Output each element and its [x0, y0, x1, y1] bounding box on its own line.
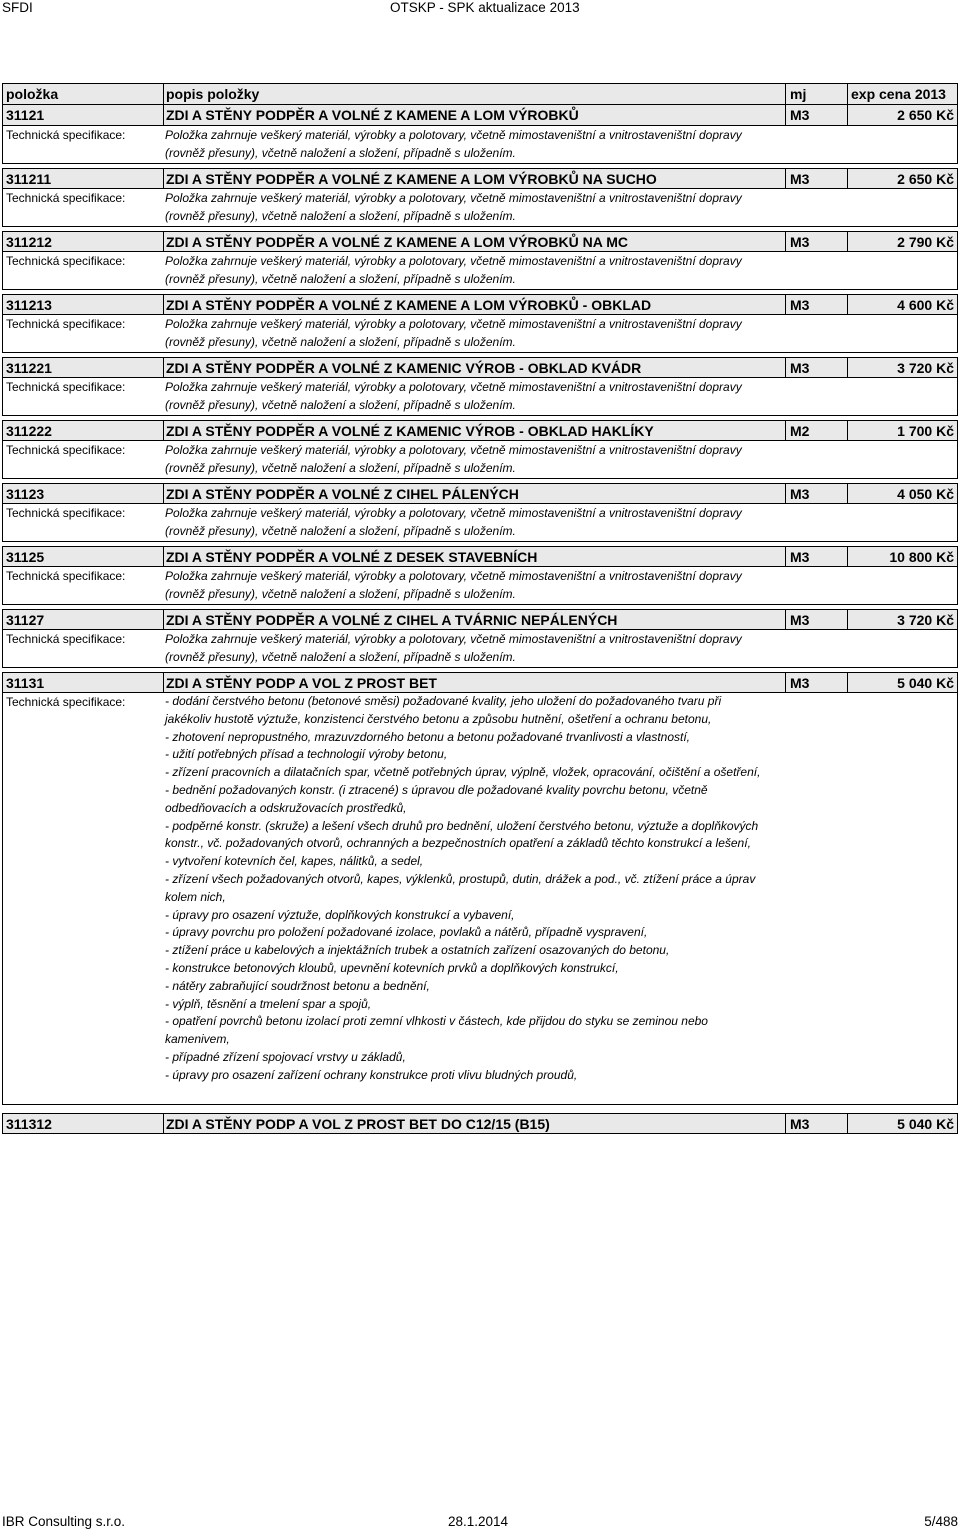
item-code: 31125	[6, 548, 45, 565]
spec-line: (rovněž přesuny), včetně naložení a složení, případně s uložením.	[165, 461, 516, 475]
spec-line: - výplň, těsnění a tmelení spar a spojů,	[165, 996, 372, 1011]
spec-line: jakékoliv hustotě výztuže, konzistenci čerstvého betonu a způsobu hutnění, ošetření a ochranu betonu,	[165, 711, 712, 726]
item-row	[2, 168, 958, 189]
item-price: 2 650 Kč	[847, 169, 957, 188]
item-price: 2 790 Kč	[847, 232, 957, 251]
item-row	[2, 294, 958, 315]
spec-line: (rovněž přesuny), včetně naložení a složení, případně s uložením.	[165, 209, 516, 223]
column-header-desc: popis položky	[163, 84, 785, 104]
header-left-label: SFDI	[2, 0, 33, 15]
item-unit: M3	[785, 547, 847, 566]
item-unit: M2	[785, 421, 847, 440]
spec-line: - podpěrné konstr. (skruže) a lešení všech druhů pro bednění, uložení čerstvého betonu, výztuže a doplňkových	[165, 818, 759, 833]
spec-label: Technická specifikace:	[6, 632, 126, 646]
item-unit: M3	[785, 358, 847, 377]
spec-line: - úpravy pro osazení výztuže, doplňkových konstrukcí a vybavení,	[165, 907, 515, 922]
item-row	[2, 231, 958, 252]
spec-label: Technická specifikace:	[6, 380, 126, 394]
item-row	[2, 609, 958, 630]
spec-label: Technická specifikace:	[6, 506, 126, 520]
column-header-unit: mj	[785, 84, 847, 104]
spec-text	[163, 378, 785, 415]
spec-line: - úpravy pro osazení zařízení ochrany konstrukce proti vlivu bludných proudů,	[165, 1067, 578, 1082]
items-container	[2, 105, 958, 668]
spec-line: Položka zahrnuje veškerý materiál, výrobky a polotovary, včetně mimostaveništní a vnitrostaveništní dopravy	[165, 380, 742, 394]
spec-row	[2, 315, 958, 353]
item-code: 311212	[6, 233, 52, 250]
column-header-code: položka	[6, 86, 59, 102]
header-title: OTSKP - SPK aktualizace 2013	[390, 0, 580, 15]
item-price: 3 720 Kč	[847, 610, 957, 629]
item-price: 10 800 Kč	[847, 547, 957, 566]
spec-line: - zřízení pracovních a dilatačních spar, včetně potřebných úprav, výplně, vložek, opracování, očištění a ošetření,	[165, 765, 761, 780]
spec-row	[2, 252, 958, 290]
spec-text	[163, 504, 785, 541]
spec-line: - zřízení všech požadovaných otvorů, kapes, výklenků, prostupů, dutin, drážek a pod., vč. ztížení práce a úprav	[165, 871, 756, 886]
spec-row	[2, 693, 958, 1105]
spec-row	[2, 630, 958, 668]
spec-label: Technická specifikace:	[6, 128, 126, 142]
item-description: ZDI A STĚNY PODPĚR A VOLNÉ Z CIHEL A TVÁRNIC NEPÁLENÝCH	[163, 610, 785, 629]
spec-label: Technická specifikace:	[6, 254, 126, 268]
item-row	[2, 1113, 958, 1134]
item-unit: M3	[785, 484, 847, 503]
item-code: 31123	[6, 485, 45, 502]
spec-line: - užití potřebných přísad a technologií výroby betonu,	[165, 747, 448, 762]
spec-line: Položka zahrnuje veškerý materiál, výrobky a polotovary, včetně mimostaveništní a vnitrostaveništní dopravy	[165, 443, 742, 457]
item-price: 4 050 Kč	[847, 484, 957, 503]
footer-page-number: 5/488	[924, 1514, 958, 1529]
item-price: 4 600 Kč	[847, 295, 957, 314]
item-code: 311222	[6, 422, 52, 439]
spec-row	[2, 441, 958, 479]
spec-text	[163, 693, 785, 1104]
item-code: 311312	[6, 1115, 52, 1132]
spec-text	[163, 441, 785, 478]
item-description: ZDI A STĚNY PODPĚR A VOLNÉ Z CIHEL PÁLENÝCH	[163, 484, 785, 503]
spec-line: konstr., vč. požadovaných otvorů, ochranných a bezpečnostních opatření a základů těchto konstrukcí a lešení,	[165, 836, 751, 851]
spec-line: - zhotovení nepropustného, mrazuvzdorného betonu a betonu požadované trvanlivosti a vlastností,	[165, 729, 691, 744]
item-unit: M3	[785, 1114, 847, 1133]
item-description: ZDI A STĚNY PODPĚR A VOLNÉ Z KAMENE A LOM VÝROBKŮ NA SUCHO	[163, 169, 785, 188]
item-description: ZDI A STĚNY PODPĚR A VOLNÉ Z KAMENE A LOM VÝROBKŮ NA MC	[163, 232, 785, 251]
item-description: ZDI A STĚNY PODPĚR A VOLNÉ Z KAMENE A LOM VÝROBKŮ - OBKLAD	[163, 295, 785, 314]
item-row	[2, 357, 958, 378]
item-unit: M3	[785, 295, 847, 314]
spec-line: (rovněž přesuny), včetně naložení a složení, případně s uložením.	[165, 587, 516, 601]
item-description: ZDI A STĚNY PODP A VOL Z PROST BET DO C12/15 (B15)	[163, 1114, 785, 1133]
item-unit: M3	[785, 673, 847, 692]
spec-row	[2, 567, 958, 605]
spec-line: - vytvoření kotevních čel, kapes, nálitků, a sedel,	[165, 854, 424, 869]
spec-line: Položka zahrnuje veškerý materiál, výrobky a polotovary, včetně mimostaveništní a vnitrostaveništní dopravy	[165, 506, 742, 520]
spec-line: - bednění požadovaných konstr. (i ztracené) s úpravou dle požadované kvality povrchu betonu, včetně	[165, 782, 708, 797]
item-code: 311211	[6, 170, 52, 187]
item-code: 31127	[6, 611, 45, 628]
item-price: 1 700 Kč	[847, 421, 957, 440]
item-row	[2, 546, 958, 567]
spec-line: (rovněž přesuny), včetně naložení a složení, případně s uložením.	[165, 524, 516, 538]
spec-line: - případné zřízení spojovací vrstvy u základů,	[165, 1049, 406, 1064]
item-price: 5 040 Kč	[847, 1114, 957, 1133]
spec-line: - konstrukce betonových kloubů, upevnění kotevních prvků a doplňkových konstrukcí,	[165, 960, 619, 975]
spec-text	[163, 567, 785, 604]
item-row	[2, 483, 958, 504]
item-description: ZDI A STĚNY PODP A VOL Z PROST BET	[163, 673, 785, 692]
item-unit: M3	[785, 169, 847, 188]
spec-label: Technická specifikace:	[6, 569, 126, 583]
spec-text	[163, 126, 785, 163]
spec-line: kamenivem,	[165, 1032, 230, 1047]
item-price: 3 720 Kč	[847, 358, 957, 377]
item-description: ZDI A STĚNY PODPĚR A VOLNÉ Z KAMENIC VÝROB - OBKLAD KVÁDR	[163, 358, 785, 377]
spec-line: Položka zahrnuje veškerý materiál, výrobky a polotovary, včetně mimostaveništní a vnitrostaveništní dopravy	[165, 191, 742, 205]
footer-date: 28.1.2014	[448, 1514, 509, 1529]
spec-line: - nátěry zabraňující soudržnost betonu a bednění,	[165, 978, 430, 993]
spec-line: - dodání čerstvého betonu (betonové směsi) požadované kvality, jeho uložení do požadovaného tvaru při	[165, 694, 722, 708]
spec-line: Položka zahrnuje veškerý materiál, výrobky a polotovary, včetně mimostaveništní a vnitrostaveništní dopravy	[165, 569, 742, 583]
spec-line: (rovněž přesuny), včetně naložení a složení, případně s uložením.	[165, 650, 516, 664]
spec-row	[2, 126, 958, 164]
spec-label: Technická specifikace:	[6, 695, 126, 709]
footer-company: IBR Consulting s.r.o.	[2, 1514, 126, 1529]
spec-line: (rovněž přesuny), včetně naložení a složení, případně s uložením.	[165, 335, 516, 349]
spec-row	[2, 189, 958, 227]
spec-line: - opatření povrchů betonu izolací proti zemní vlhkosti v částech, kde přijdou do styku se zeminou nebo	[165, 1014, 708, 1029]
item-price: 5 040 Kč	[847, 673, 957, 692]
spec-line: kolem nich,	[165, 889, 226, 904]
spec-line: odbedňovacích a odskružovacích prostředků,	[165, 800, 407, 815]
spec-line: - ztížení práce u kabelových a injektážních trubek a ostatních zařízení osazovaných do betonu,	[165, 943, 670, 958]
column-header-price: exp cena 2013	[847, 84, 957, 104]
item-description: ZDI A STĚNY PODPĚR A VOLNÉ Z KAMENE A LOM VÝROBKŮ	[163, 105, 785, 125]
item-price: 2 650 Kč	[847, 105, 957, 125]
spec-line: (rovněž přesuny), včetně naložení a složení, případně s uložením.	[165, 398, 516, 412]
spec-line: Položka zahrnuje veškerý materiál, výrobky a polotovary, včetně mimostaveništní a vnitrostaveništní dopravy	[165, 317, 742, 331]
item-code: 311221	[6, 359, 52, 376]
item-unit: M3	[785, 610, 847, 629]
item-code: 311213	[6, 296, 52, 313]
item-unit: M3	[785, 105, 847, 125]
spec-text	[163, 630, 785, 667]
column-header-row	[2, 83, 958, 105]
item-code: 31131	[6, 674, 45, 691]
spec-label: Technická specifikace:	[6, 443, 126, 457]
spec-text	[163, 315, 785, 352]
spec-line: (rovněž přesuny), včetně naložení a složení, případně s uložením.	[165, 146, 516, 160]
spec-text	[163, 189, 785, 226]
spec-line: Položka zahrnuje veškerý materiál, výrobky a polotovary, včetně mimostaveništní a vnitrostaveništní dopravy	[165, 254, 742, 268]
spec-text	[163, 252, 785, 289]
item-description: ZDI A STĚNY PODPĚR A VOLNÉ Z KAMENIC VÝROB - OBKLAD HAKLÍKY	[163, 421, 785, 440]
item-unit: M3	[785, 232, 847, 251]
item-description: ZDI A STĚNY PODPĚR A VOLNÉ Z DESEK STAVEBNÍCH	[163, 547, 785, 566]
spec-label: Technická specifikace:	[6, 191, 126, 205]
spec-line: Položka zahrnuje veškerý materiál, výrobky a polotovary, včetně mimostaveništní a vnitrostaveništní dopravy	[165, 632, 742, 646]
spec-label: Technická specifikace:	[6, 317, 126, 331]
spec-line: (rovněž přesuny), včetně naložení a složení, případně s uložením.	[165, 272, 516, 286]
item-row	[2, 420, 958, 441]
spec-row	[2, 378, 958, 416]
item-row	[2, 672, 958, 693]
spec-line: - úpravy povrchu pro položení požadované izolace, povlaků a nátěrů, případně vyspravení,	[165, 925, 648, 940]
item-code: 31121	[6, 107, 45, 123]
item-row	[2, 105, 958, 126]
price-table	[2, 83, 958, 1134]
spec-row	[2, 504, 958, 542]
spec-line: Položka zahrnuje veškerý materiál, výrobky a polotovary, včetně mimostaveništní a vnitrostaveništní dopravy	[165, 128, 742, 142]
